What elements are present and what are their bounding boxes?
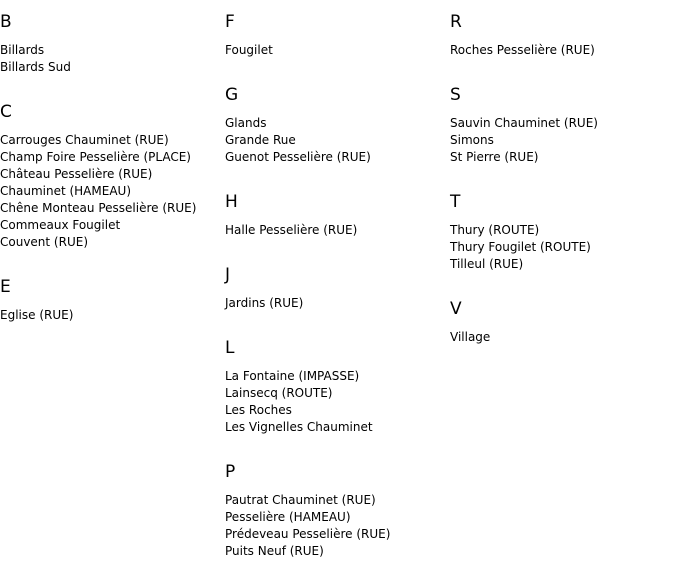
street-list [225, 115, 450, 180]
letter-group-c [0, 90, 225, 265]
street-link[interactable]: Puits Neuf (RUE) [225, 544, 324, 558]
letter-heading: T [450, 192, 461, 212]
letter-heading: H [225, 192, 238, 212]
street-list [225, 222, 450, 253]
street-link[interactable]: Jardins (RUE) [225, 296, 304, 310]
street-link[interactable]: Chauminet (HAMEAU) [0, 184, 131, 198]
letter-group-s [450, 73, 675, 180]
street-link[interactable]: Glands [225, 116, 267, 130]
street-link[interactable]: Simons [450, 133, 494, 147]
street-link[interactable]: Les Roches [225, 403, 292, 417]
street-column-2 [225, 0, 450, 574]
street-link[interactable]: Prédeveau Pesselière (RUE) [225, 527, 391, 541]
letter-group-g [225, 73, 450, 180]
street-link[interactable]: Château Pesselière (RUE) [0, 167, 153, 181]
letter-group-j [225, 253, 450, 326]
letter-heading: F [225, 12, 235, 32]
street-link[interactable]: Village [450, 330, 491, 344]
street-link[interactable]: Thury Fougilet (ROUTE) [450, 240, 591, 254]
street-link[interactable]: Les Vignelles Chauminet [225, 420, 373, 434]
street-list [0, 42, 225, 90]
street-link[interactable]: Carrouges Chauminet (RUE) [0, 133, 169, 147]
street-link[interactable]: Roches Pesselière (RUE) [450, 43, 595, 57]
street-link[interactable]: Guenot Pesselière (RUE) [225, 150, 371, 164]
street-link[interactable]: La Fontaine (IMPASSE) [225, 369, 360, 383]
letter-heading: S [450, 85, 461, 105]
letter-group-t [450, 180, 675, 287]
street-link[interactable]: Billards Sud [0, 60, 71, 74]
street-link[interactable]: Tilleul (RUE) [450, 257, 524, 271]
letter-group-h [225, 180, 450, 253]
letter-group-f [225, 0, 450, 73]
street-list [0, 307, 225, 338]
street-list [225, 368, 450, 450]
street-list [0, 132, 225, 265]
street-list [450, 115, 675, 180]
street-link[interactable]: Couvent (RUE) [0, 235, 89, 249]
letter-group-v [450, 287, 675, 360]
street-link[interactable]: Grande Rue [225, 133, 296, 147]
street-link[interactable]: Lainsecq (ROUTE) [225, 386, 333, 400]
street-column-1 [0, 0, 225, 338]
street-link[interactable]: St Pierre (RUE) [450, 150, 539, 164]
letter-group-b [0, 0, 225, 90]
letter-heading: L [225, 338, 235, 358]
street-link[interactable]: Halle Pesselière (RUE) [225, 223, 358, 237]
letter-group-l [225, 326, 450, 450]
street-link[interactable]: Eglise (RUE) [0, 308, 74, 322]
letter-heading: G [225, 85, 239, 105]
street-column-3 [450, 0, 675, 360]
street-list [450, 42, 675, 73]
street-link[interactable]: Commeaux Fougilet [0, 218, 121, 232]
street-link[interactable]: Fougilet [225, 43, 273, 57]
letter-group-e [0, 265, 225, 338]
letter-heading: P [225, 462, 236, 482]
letter-heading: E [0, 277, 11, 297]
street-link[interactable]: Billards [0, 43, 45, 57]
street-link[interactable]: Sauvin Chauminet (RUE) [450, 116, 598, 130]
street-link[interactable]: Thury (ROUTE) [450, 223, 540, 237]
letter-group-p [225, 450, 450, 574]
street-link[interactable]: Champ Foire Pesselière (PLACE) [0, 150, 191, 164]
street-list [450, 329, 675, 360]
letter-heading: J [225, 265, 231, 285]
street-link[interactable]: Pautrat Chauminet (RUE) [225, 493, 376, 507]
street-list [225, 492, 450, 574]
letter-group-r [450, 0, 675, 73]
letter-heading: V [450, 299, 462, 319]
letter-heading: C [0, 102, 12, 122]
street-link[interactable]: Chêne Monteau Pesselière (RUE) [0, 201, 197, 215]
street-list [450, 222, 675, 287]
street-list [225, 295, 450, 326]
letter-heading: R [450, 12, 462, 32]
letter-heading: B [0, 12, 12, 32]
street-link[interactable]: Pesselière (HAMEAU) [225, 510, 351, 524]
street-list [225, 42, 450, 73]
